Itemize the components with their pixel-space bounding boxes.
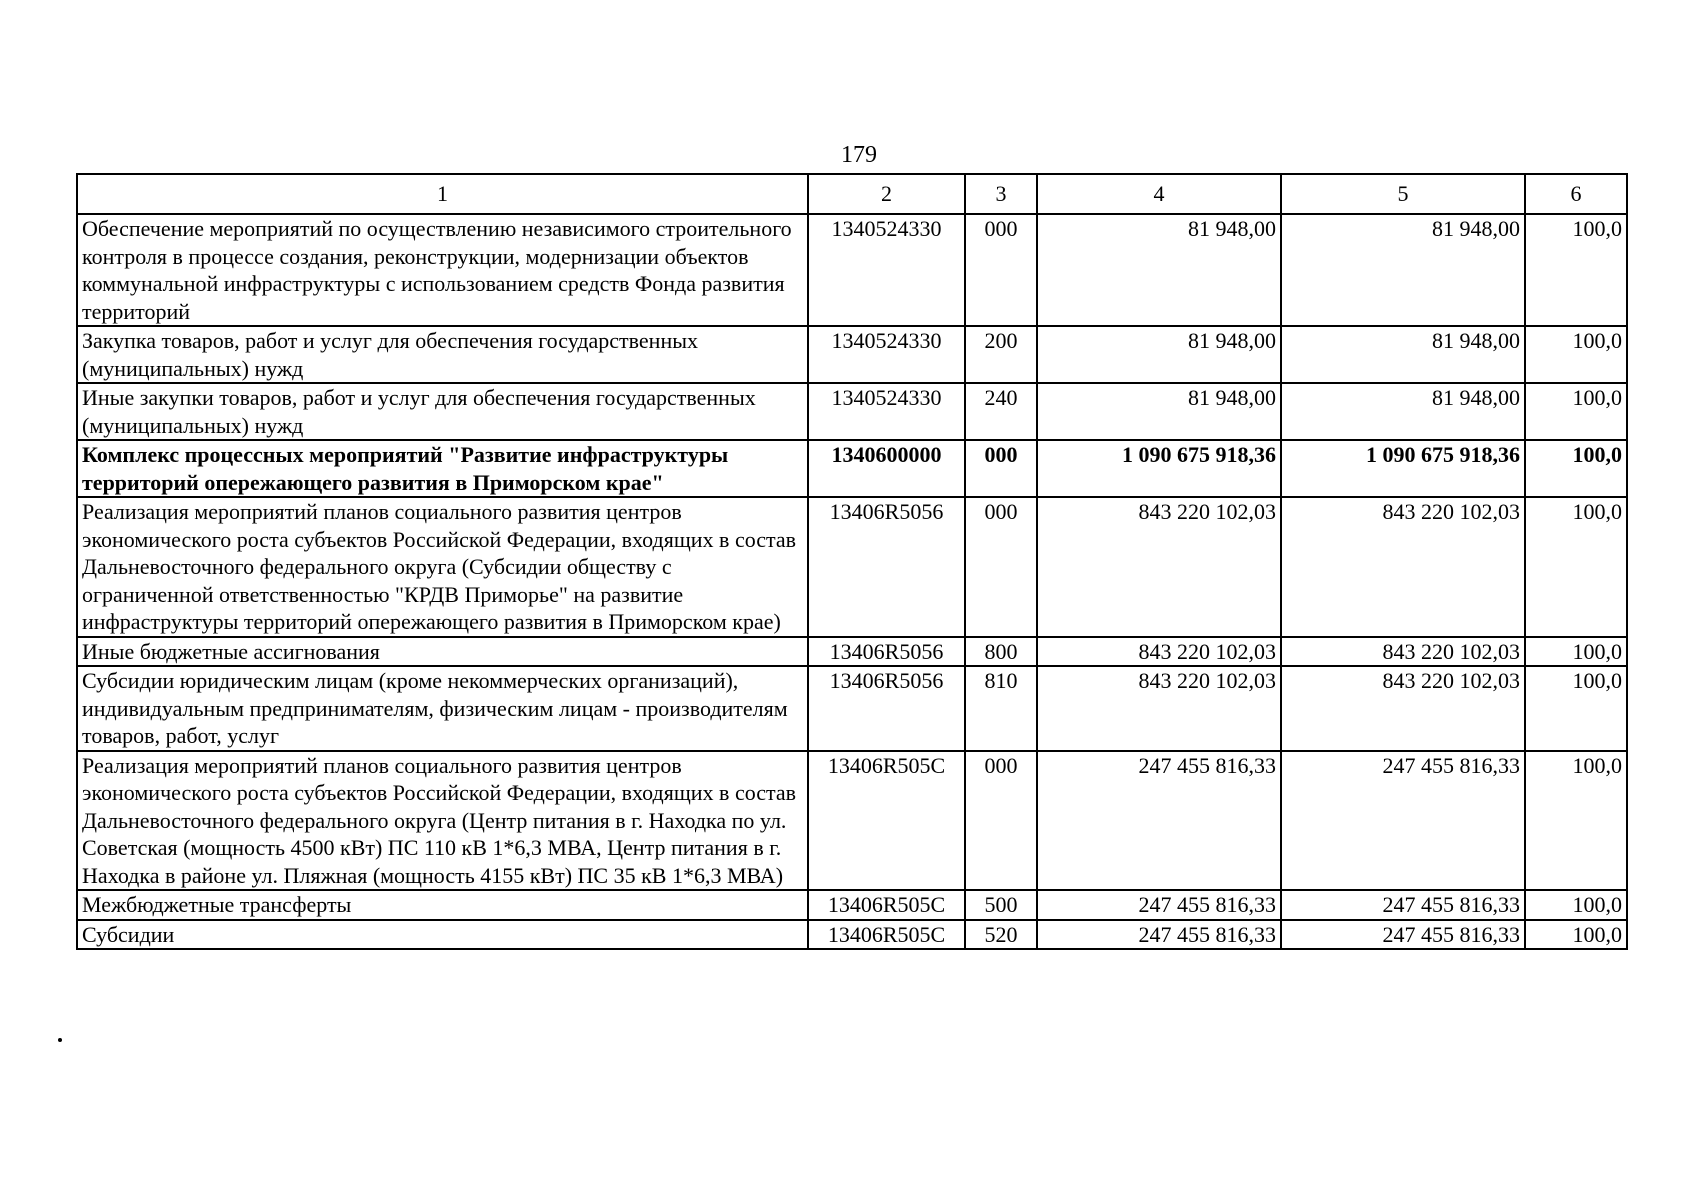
row-actual-amount-cell: 1 090 675 918,36 [1281,440,1525,497]
table-row [77,890,1627,920]
row-name-cell: Закупка товаров, работ и услуг для обеспечения государственных (муниципальных) нужд [77,326,808,383]
row-actual-amount-cell: 81 948,00 [1281,383,1525,440]
row-code-cell: 1340524330 [808,326,965,383]
header-col-3: 3 [965,174,1037,214]
row-percent-cell: 100,0 [1525,637,1627,667]
table-row [77,497,1627,637]
table-row [77,751,1627,891]
row-expense-type-cell: 800 [965,637,1037,667]
stray-mark [58,1038,62,1042]
row-plan-amount-cell: 843 220 102,03 [1037,497,1281,637]
row-actual-amount-cell: 81 948,00 [1281,214,1525,326]
row-percent-cell: 100,0 [1525,751,1627,891]
row-actual-amount-cell: 843 220 102,03 [1281,497,1525,637]
header-col-4: 4 [1037,174,1281,214]
row-expense-type-cell: 000 [965,497,1037,637]
table-row [77,666,1627,751]
row-plan-amount-cell: 247 455 816,33 [1037,920,1281,950]
row-actual-amount-cell: 247 455 816,33 [1281,920,1525,950]
row-expense-type-cell: 240 [965,383,1037,440]
row-expense-type-cell: 200 [965,326,1037,383]
table-header-row [77,174,1627,214]
row-code-cell: 13406R505C [808,920,965,950]
table-row [77,920,1627,950]
header-col-2: 2 [808,174,965,214]
table-row [77,326,1627,383]
row-name-cell: Межбюджетные трансферты [77,890,808,920]
row-plan-amount-cell: 81 948,00 [1037,383,1281,440]
row-actual-amount-cell: 843 220 102,03 [1281,637,1525,667]
row-plan-amount-cell: 1 090 675 918,36 [1037,440,1281,497]
row-code-cell: 13406R505C [808,890,965,920]
header-col-1: 1 [77,174,808,214]
header-col-6: 6 [1525,174,1627,214]
row-percent-cell: 100,0 [1525,497,1627,637]
row-expense-type-cell: 500 [965,890,1037,920]
row-percent-cell: 100,0 [1525,383,1627,440]
row-percent-cell: 100,0 [1525,326,1627,383]
row-code-cell: 1340524330 [808,214,965,326]
row-name-cell: Реализация мероприятий планов социального развития центров экономического роста субъектов Российской Федерации, входящих в состав Дальневосточного федерального округа (Центр питания в г. Находка по ул. Советская (мощность 4500 кВт) ПС 110 кВ 1*6,3 МВА, Центр питания в г. Находка в районе ул. Пляжная (мощность 4155 кВт) ПС 35 кВ 1*6,3 МВА) [77,751,808,891]
row-code-cell: 1340524330 [808,383,965,440]
row-name-cell: Иные бюджетные ассигнования [77,637,808,667]
table-row [77,383,1627,440]
row-plan-amount-cell: 81 948,00 [1037,214,1281,326]
row-plan-amount-cell: 247 455 816,33 [1037,751,1281,891]
row-percent-cell: 100,0 [1525,920,1627,950]
row-actual-amount-cell: 843 220 102,03 [1281,666,1525,751]
row-percent-cell: 100,0 [1525,214,1627,326]
row-actual-amount-cell: 247 455 816,33 [1281,890,1525,920]
table-row [77,440,1627,497]
row-percent-cell: 100,0 [1525,890,1627,920]
row-expense-type-cell: 000 [965,751,1037,891]
budget-execution-table [76,173,1628,950]
row-actual-amount-cell: 81 948,00 [1281,326,1525,383]
row-expense-type-cell: 000 [965,214,1037,326]
row-code-cell: 13406R5056 [808,666,965,751]
row-code-cell: 13406R505C [808,751,965,891]
row-plan-amount-cell: 81 948,00 [1037,326,1281,383]
row-name-cell: Субсидии юридическим лицам (кроме некоммерческих организаций), индивидуальным предпринимателям, физическим лицам - производителям товаров, работ, услуг [77,666,808,751]
row-plan-amount-cell: 247 455 816,33 [1037,890,1281,920]
row-expense-type-cell: 000 [965,440,1037,497]
row-code-cell: 13406R5056 [808,497,965,637]
row-actual-amount-cell: 247 455 816,33 [1281,751,1525,891]
row-name-cell: Обеспечение мероприятий по осуществлению независимого строительного контроля в процессе создания, реконструкции, модернизации объектов коммунальной инфраструктуры с использованием средств Фонда развития территорий [77,214,808,326]
row-name-cell: Субсидии [77,920,808,950]
row-code-cell: 1340600000 [808,440,965,497]
page-number: 179 [841,142,877,168]
row-plan-amount-cell: 843 220 102,03 [1037,666,1281,751]
row-expense-type-cell: 810 [965,666,1037,751]
header-col-5: 5 [1281,174,1525,214]
table-row [77,214,1627,326]
table-row [77,637,1627,667]
row-expense-type-cell: 520 [965,920,1037,950]
row-code-cell: 13406R5056 [808,637,965,667]
row-name-cell: Реализация мероприятий планов социального развития центров экономического роста субъектов Российской Федерации, входящих в состав Дальневосточного федерального округа (Субсидии обществу с ограниченной ответственностью "КРДВ Приморье" на развитие инфраструктуры территорий опережающего развития в Приморском крае) [77,497,808,637]
row-percent-cell: 100,0 [1525,440,1627,497]
row-name-cell: Иные закупки товаров, работ и услуг для обеспечения государственных (муниципальных) нужд [77,383,808,440]
row-plan-amount-cell: 843 220 102,03 [1037,637,1281,667]
row-name-cell: Комплекс процессных мероприятий "Развитие инфраструктуры территорий опережающего развития в Приморском крае" [77,440,808,497]
row-percent-cell: 100,0 [1525,666,1627,751]
table-body [77,214,1627,949]
